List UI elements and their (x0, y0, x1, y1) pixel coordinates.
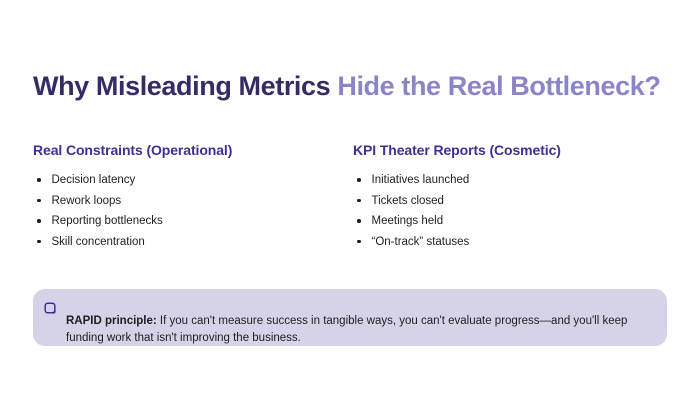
list-item-label: “On-track” statuses (371, 235, 470, 248)
list-item (33, 174, 353, 186)
column-kpi-theater (353, 142, 673, 256)
column-real-constraints (33, 142, 353, 256)
list-item (33, 195, 353, 207)
bullet-icon (357, 240, 361, 244)
column-header-real-constraints: Real Constraints (Operational) (33, 142, 233, 158)
list-item (353, 195, 673, 207)
real-constraints-list (33, 174, 353, 248)
list-item-label: Tickets closed (371, 194, 444, 207)
column-header-kpi-theater: KPI Theater Reports (Cosmetic) (353, 142, 561, 158)
list-item-label: Reporting bottlenecks (51, 215, 163, 227)
list-item (353, 236, 673, 248)
rapid-principle-callout (33, 289, 667, 346)
list-item (353, 174, 673, 186)
comparison-columns (33, 142, 667, 256)
list-item (353, 215, 673, 227)
list-item (33, 215, 353, 227)
bullet-icon (357, 219, 361, 223)
list-item-label: Meetings held (371, 215, 444, 227)
bullet-icon (357, 199, 361, 203)
callout-body: If you can't measure success in tangible ways, you can't evaluate progress—and you'll keep funding work that isn't improving the business. (66, 314, 628, 344)
list-item-label: Skill concentration (51, 235, 145, 248)
page-title (33, 72, 680, 102)
callout-text (66, 313, 651, 347)
callout-lead: RAPID principle: (66, 314, 157, 327)
list-item-label: Rework loops (51, 194, 122, 207)
page-title-secondary: Hide the Real Bottleneck? (337, 71, 661, 102)
page-title-primary: Why Misleading Metrics (33, 71, 338, 102)
list-item-label: Initiatives launched (371, 174, 470, 186)
bullet-icon (37, 178, 41, 182)
bullet-icon (37, 219, 41, 223)
kpi-theater-list (353, 174, 673, 248)
list-item (33, 236, 353, 248)
bullet-icon (37, 240, 41, 244)
bullet-icon (357, 178, 361, 182)
bullet-icon (37, 199, 41, 203)
note-icon (44, 302, 57, 320)
list-item-label: Decision latency (51, 174, 136, 186)
